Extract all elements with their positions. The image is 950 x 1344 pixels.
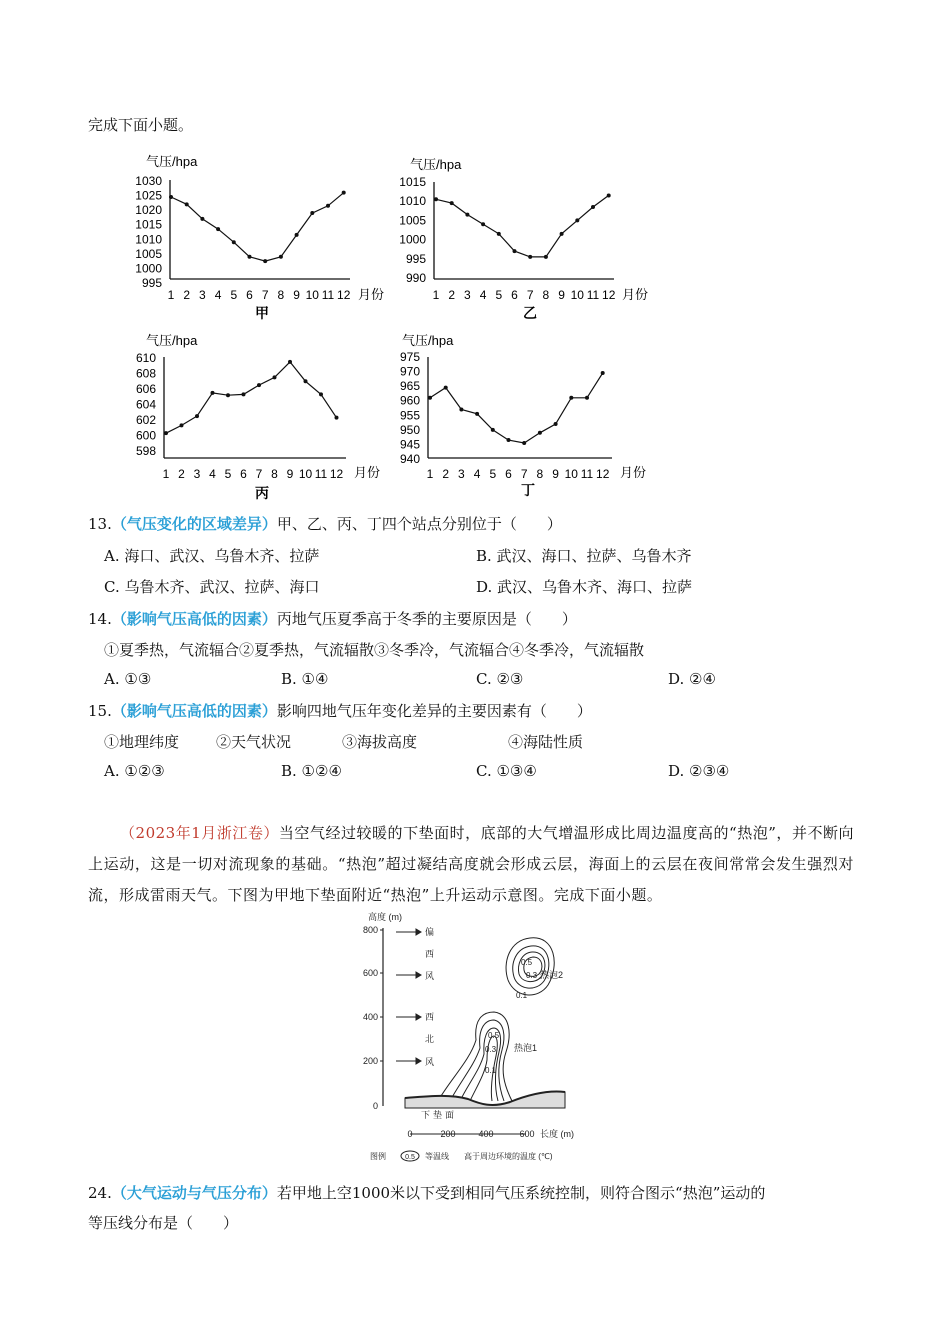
chart-ding-xtick-5: 5 <box>489 467 497 481</box>
q14-tag: （影响气压高低的因素） <box>111 611 277 628</box>
bubble2-label-0.5: 0.5 <box>521 958 533 967</box>
chart-ding-ytick-955: 955 <box>399 408 420 423</box>
chart-yi-ytick-1005: 1005 <box>399 213 426 228</box>
q14-option-a: A. ①③ <box>104 670 152 688</box>
chart-jia-xtick-7: 7 <box>261 288 269 302</box>
chart-ding-xtick-3: 3 <box>458 467 465 481</box>
figure-ytitle: 高度 (m) <box>368 912 402 922</box>
chart-jia-xtick-8: 8 <box>277 288 285 302</box>
chart-ding-xtick-7: 7 <box>520 467 528 481</box>
chart-bing-xtick-3: 3 <box>193 467 201 481</box>
chart-bing-xtick-5: 5 <box>224 467 232 481</box>
figure-ytick-label-400: 400 <box>362 1012 378 1022</box>
chart-bing-ytitle: 气压/hpa <box>146 333 198 348</box>
legend-label: 图例 <box>370 1152 386 1161</box>
chart-bing-ytick-602: 602 <box>135 413 156 427</box>
legend-iso-text: 等温线 <box>425 1152 449 1161</box>
chart-yi-xtick-3: 3 <box>464 288 471 302</box>
q15-number: 15. <box>88 702 112 720</box>
chart-jia-xtick-4: 4 <box>214 288 222 302</box>
chart-yi-ytitle: 气压/hpa <box>410 157 462 172</box>
legend-value: 0.5 <box>405 1154 415 1161</box>
chart-yi-name: 乙 <box>523 305 537 321</box>
chart-ding-xtick-9: 9 <box>552 467 559 481</box>
chart-ding-xtick-11: 11 <box>580 467 594 481</box>
chart-ding-xtick-1: 1 <box>426 467 434 481</box>
chart-yi-xtick-9: 9 <box>558 288 565 302</box>
bubble1-name: 热泡1 <box>514 1043 538 1053</box>
chart-jia-ytick-995: 995 <box>141 276 162 290</box>
chart-jia-xtick-2: 2 <box>183 288 191 302</box>
bubble1-label-0.3: 0.3 <box>485 1045 497 1054</box>
figure-xtick-400: 400 <box>478 1129 494 1139</box>
q13-number: 13. <box>88 515 112 533</box>
chart-bing-xtick-6: 6 <box>240 467 247 481</box>
chart-jia-xtick-11: 11 <box>321 288 335 302</box>
figure-xunit: 长度 (m) <box>540 1129 574 1139</box>
figure-ytick-label-800: 800 <box>362 925 378 935</box>
surface-label: 下垫面 <box>421 1110 458 1120</box>
chart-jia-xtick-1: 1 <box>167 288 175 302</box>
q13-option-a: A. 海口、武汉、乌鲁木齐、拉萨 <box>104 547 320 565</box>
chart-yi-xtick-4: 4 <box>479 288 487 302</box>
figure-xtick-600: 600 <box>519 1129 535 1139</box>
q15-option-c: C. ①③④ <box>476 762 537 780</box>
q14-option-b: B. ①④ <box>281 670 329 688</box>
q15-option-a: A. ①②③ <box>104 762 165 780</box>
chart-jia-xtick-5: 5 <box>230 288 238 302</box>
chart-jia-ytick-1025: 1025 <box>135 188 162 203</box>
chart-yi-xtick-12: 12 <box>602 288 616 302</box>
chart-yi-xtick-10: 10 <box>570 288 584 302</box>
chart-jia-xtick-3: 3 <box>199 288 206 302</box>
q15-text: 影响四地气压年变化差异的主要因素有（ ） <box>276 702 592 720</box>
chart-ding-xunit: 月份 <box>620 465 647 480</box>
chart-bing-ytick-610: 610 <box>135 351 156 365</box>
chart-ding-ytick-970: 970 <box>399 364 420 379</box>
figure-xtick-0: 0 <box>407 1129 413 1139</box>
figure-xtick-200: 200 <box>440 1129 456 1139</box>
chart-yi-ytick-1015: 1015 <box>399 175 426 189</box>
chart-ding-xtick-8: 8 <box>536 467 544 481</box>
q13-option-c: C. 乌鲁木齐、武汉、拉萨、海口 <box>104 578 320 596</box>
chart-jia-ytick-1000: 1000 <box>135 261 162 276</box>
intro-text: 完成下面小题。 <box>88 116 194 134</box>
chart-ding-xtick-6: 6 <box>505 467 512 481</box>
chart-ding-xtick-2: 2 <box>442 467 450 481</box>
q24-stem <box>88 1183 765 1204</box>
wind2-char-3: 风 <box>425 1057 435 1067</box>
chart-yi-xtick-1: 1 <box>432 288 440 302</box>
bubble1-isotherms <box>438 1012 512 1101</box>
q15-item-4: ④海陆性质 <box>508 733 584 751</box>
surface-shape <box>405 1091 565 1108</box>
chart-bing-xtick-2: 2 <box>178 467 185 481</box>
q24-tag: （大气运动与气压分布） <box>111 1185 277 1202</box>
q14-number: 14. <box>88 610 112 628</box>
chart-ding-xtick-12: 12 <box>596 467 610 481</box>
chart-ding-ytick-945: 945 <box>399 437 420 452</box>
chart-ding-ytick-940: 940 <box>399 452 420 466</box>
chart-yi-xtick-8: 8 <box>542 288 550 302</box>
q14-option-d: D. ②④ <box>668 670 716 688</box>
chart-yi-ytick-995: 995 <box>405 251 426 266</box>
q13-option-d: D. 武汉、乌鲁木齐、海口、拉萨 <box>476 578 693 596</box>
q24-text: 若甲地上空1000米以下受到相同气压系统控制，则符合图示“热泡”运动的 <box>276 1184 766 1202</box>
bubble2-label-0.3: 0.3 <box>526 971 538 980</box>
chart-bing-xtick-10: 10 <box>298 467 313 481</box>
figure-ytick-label-200: 200 <box>362 1056 378 1066</box>
q15-item-2: ②天气状况 <box>216 733 292 751</box>
chart-ding-ytick-965: 965 <box>399 379 420 394</box>
bubble1-label-0.5: 0.5 <box>488 1031 500 1040</box>
figure-ytick-label-0: 0 <box>372 1101 378 1111</box>
chart-bing-xtick-9: 9 <box>286 467 294 481</box>
chart-jia-xtick-9: 9 <box>293 288 300 302</box>
chart-ding-xtick-10: 10 <box>564 467 578 481</box>
chart-yi-xtick-5: 5 <box>495 288 503 302</box>
chart-bing-xtick-8: 8 <box>271 467 278 481</box>
passage-source: （2023年1月浙江卷） <box>120 824 279 842</box>
chart-jia-xunit: 月份 <box>358 287 385 302</box>
q14-option-c: C. ②③ <box>476 670 524 688</box>
chart-yi-xtick-6: 6 <box>511 288 518 302</box>
chart-bing-xtick-12: 12 <box>329 467 344 481</box>
chart-yi-xunit: 月份 <box>622 287 649 302</box>
passage-text: 当空气经过较暖的下垫面时，底部的大气增温形成比周边温度高的“热泡”，并不断向上运动，这是一切对流现象的基础。“热泡”超过凝结高度就会形成云层，海面上的云层在夜间常常会发生强烈对流，形成雷雨天气。下图为甲地下垫面附近“热泡”上升运动示意图。完成下面小题。 <box>88 824 855 904</box>
chart-ding-ytick-975: 975 <box>399 350 420 364</box>
wind2-char-1: 西 <box>425 1012 435 1022</box>
q15-option-b: B. ①②④ <box>281 762 342 780</box>
q24-stem-line2: 等压线分布是（ ） <box>88 1214 239 1232</box>
chart-yi-ytick-1010: 1010 <box>399 194 426 209</box>
bubble2-name: 热泡2 <box>540 970 564 980</box>
chart-bing-ytick-598: 598 <box>135 444 156 458</box>
q14-items: ①夏季热，气流辐合②夏季热，气流辐散③冬季冷，气流辐合④冬季冷，气流辐散 <box>104 641 645 659</box>
chart-bing-xunit: 月份 <box>354 465 381 480</box>
chart-yi-xtick-2: 2 <box>448 288 456 302</box>
chart-bing-xtick-11: 11 <box>314 467 328 481</box>
chart-bing-ytick-604: 604 <box>135 397 156 412</box>
bubble2-label-0.1: 0.1 <box>516 991 528 1000</box>
q15-item-1: ①地理纬度 <box>104 733 180 751</box>
chart-jia-xtick-6: 6 <box>246 288 253 302</box>
chart-jia-ytick-1005: 1005 <box>135 246 162 261</box>
q15-item-3: ③海拔高度 <box>342 733 418 751</box>
chart-ding-ytick-960: 960 <box>399 393 420 408</box>
chart-bing-ytick-600: 600 <box>135 428 156 443</box>
chart-bing-ytick-608: 608 <box>135 366 156 381</box>
chart-bing-xtick-1: 1 <box>162 467 170 481</box>
chart-jia-ytick-1010: 1010 <box>135 232 162 247</box>
chart-jia-xtick-10: 10 <box>305 288 319 302</box>
chart-ding-ytick-950: 950 <box>399 422 420 437</box>
chart-bing-xtick-7: 7 <box>255 467 263 481</box>
chart-bing-name: 丙 <box>255 485 269 501</box>
chart-yi-ytick-990: 990 <box>405 271 426 285</box>
wind1-char-2: 西 <box>425 949 435 959</box>
wind2-char-2: 北 <box>425 1034 435 1044</box>
chart-jia-ytitle: 气压/hpa <box>146 154 198 169</box>
figure-ytick-label-600: 600 <box>362 968 378 978</box>
chart-jia-ytick-1030: 1030 <box>135 174 162 188</box>
chart-bing-ytick-606: 606 <box>135 382 156 396</box>
q13-text: 甲、乙、丙、丁四个站点分别位于（ ） <box>276 515 562 533</box>
q15-option-d: D. ②③④ <box>668 762 730 780</box>
chart-jia-xtick-12: 12 <box>337 288 351 302</box>
q14-text: 丙地气压夏季高于冬季的主要原因是（ ） <box>276 610 577 628</box>
bubble1-label-0.1: 0.1 <box>485 1066 497 1075</box>
chart-yi-ytick-1000: 1000 <box>399 232 426 247</box>
q13-tag: （气压变化的区域差异） <box>111 516 277 533</box>
chart-yi-xtick-11: 11 <box>586 288 600 302</box>
q24-number: 24. <box>88 1184 112 1202</box>
chart-ding-ytitle: 气压/hpa <box>402 333 454 348</box>
wind1-char-1: 偏 <box>425 927 435 937</box>
chart-yi-xtick-7: 7 <box>526 288 534 302</box>
q13-option-b: B. 武汉、海口、拉萨、乌鲁木齐 <box>476 547 692 565</box>
chart-bing-xtick-4: 4 <box>209 467 216 481</box>
chart-jia-name: 甲 <box>255 305 269 321</box>
wind1-char-3: 风 <box>425 971 435 981</box>
chart-ding-name: 丁 <box>521 482 535 498</box>
q15-tag: （影响气压高低的因素） <box>111 703 277 720</box>
wind-arrows <box>396 929 421 1064</box>
chart-ding-xtick-4: 4 <box>473 467 481 481</box>
chart-jia-ytick-1020: 1020 <box>135 203 162 218</box>
chart-jia-ytick-1015: 1015 <box>135 217 162 232</box>
legend-desc: 高于周边环境的温度 (℃) <box>464 1152 553 1161</box>
